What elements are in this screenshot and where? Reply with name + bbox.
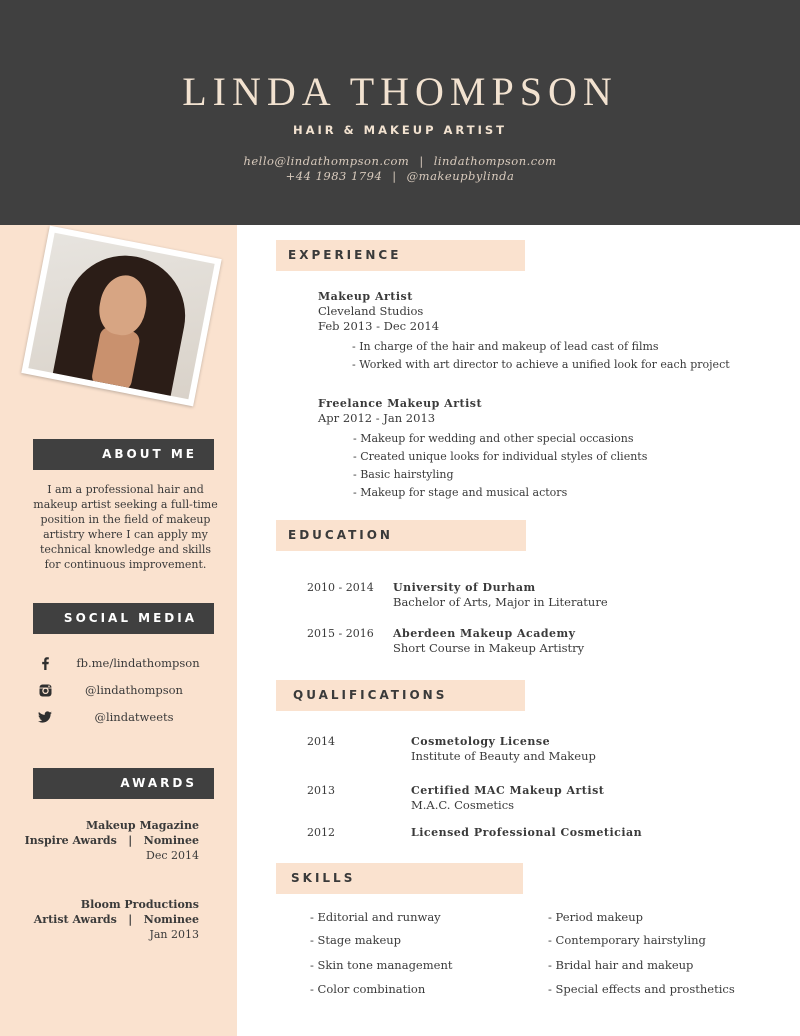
- job-bullet: - Basic hairstyling: [353, 468, 454, 481]
- award-name: Artist Awards | Nominee: [33, 913, 199, 926]
- qual-name: Licensed Professional Cosmetician: [411, 826, 643, 839]
- qual-issuer: Institute of Beauty and Makeup: [411, 749, 596, 763]
- qualifications-heading: QUALIFICATIONS: [276, 680, 525, 711]
- award-item: [20, 818, 199, 863]
- award-name: Inspire Awards | Nominee: [24, 834, 199, 847]
- social-heading: SOCIAL MEDIA: [33, 603, 214, 634]
- edu-detail: Bachelor of Arts, Major in Literature: [393, 595, 608, 609]
- edu-school: Aberdeen Makeup Academy: [393, 627, 576, 640]
- about-heading: ABOUT ME: [33, 439, 214, 470]
- name-heading: LINDA THOMPSON: [182, 69, 618, 114]
- edu-years: 2010 - 2014: [307, 581, 374, 594]
- skill-item: - Contemporary hairstyling: [548, 933, 706, 947]
- handle-link[interactable]: @makeupbylinda: [406, 169, 515, 183]
- qual-year: 2014: [307, 735, 335, 748]
- qual-year: 2012: [307, 826, 335, 839]
- skill-item: - Special effects and prosthetics: [548, 982, 735, 996]
- education-heading: EDUCATION: [276, 520, 526, 551]
- job-bullet: - In charge of the hair and makeup of lead cast of films: [352, 340, 659, 353]
- award-date: Jan 2013: [149, 928, 199, 941]
- photo-image: [28, 233, 214, 400]
- edu-detail: Short Course in Makeup Artistry: [393, 641, 585, 655]
- award-org: Makeup Magazine: [86, 819, 199, 832]
- award-date: Dec 2014: [146, 849, 199, 862]
- job-bullet: - Makeup for wedding and other special occasions: [353, 432, 634, 445]
- award-item: [20, 897, 199, 942]
- contact-line-1: [0, 154, 800, 168]
- skill-item: - Skin tone management: [310, 958, 453, 972]
- edu-school: University of Durham: [393, 581, 536, 594]
- experience-heading: EXPERIENCE: [276, 240, 525, 271]
- header: [0, 0, 800, 225]
- skill-item: - Period makeup: [548, 910, 643, 924]
- social-facebook[interactable]: [38, 656, 218, 672]
- about-text: I am a professional hair and makeup artist seeking a full-time position in the field of makeup artistry where I can apply my technical knowledge and skills for continuous improvement.: [33, 483, 218, 571]
- job-dates: Apr 2012 - Jan 2013: [318, 411, 436, 425]
- skill-item: - Stage makeup: [310, 933, 402, 947]
- qual-name: Certified MAC Makeup Artist: [411, 784, 605, 797]
- social-text: fb.me/lindathompson: [76, 656, 200, 670]
- awards-heading: AWARDS: [33, 768, 214, 799]
- qual-year: 2013: [307, 784, 335, 797]
- contact-line-2: [0, 169, 800, 183]
- job-role: Freelance Makeup Artist: [318, 397, 483, 410]
- social-text: @lindathompson: [85, 683, 183, 697]
- award-org: Bloom Productions: [80, 898, 199, 911]
- job-company: Cleveland Studios: [318, 304, 424, 318]
- skill-item: - Editorial and runway: [310, 910, 441, 924]
- skill-item: - Color combination: [310, 982, 426, 996]
- separator: |: [392, 169, 397, 183]
- job-dates: Feb 2013 - Dec 2014: [318, 319, 440, 333]
- qual-issuer: M.A.C. Cosmetics: [411, 798, 515, 812]
- qual-name: Cosmetology License: [411, 735, 551, 748]
- job-bullet: - Created unique looks for individual styles of clients: [353, 450, 648, 463]
- email-link[interactable]: hello@lindathompson.com: [243, 154, 410, 168]
- job-title: HAIR & MAKEUP ARTIST: [292, 123, 508, 137]
- social-text: @lindatweets: [94, 710, 174, 724]
- job-bullet: - Worked with art director to achieve a unified look for each project: [352, 358, 730, 371]
- social-instagram[interactable]: [38, 683, 218, 699]
- website-link[interactable]: lindathompson.com: [433, 154, 557, 168]
- separator: |: [419, 154, 424, 168]
- social-twitter[interactable]: [38, 710, 218, 726]
- job-role: Makeup Artist: [318, 290, 413, 303]
- phone-number: +44 1983 1794: [285, 169, 383, 183]
- skill-item: - Bridal hair and makeup: [548, 958, 694, 972]
- skills-heading: SKILLS: [276, 863, 523, 894]
- edu-years: 2015 - 2016: [307, 627, 374, 640]
- job-bullet: - Makeup for stage and musical actors: [353, 486, 568, 499]
